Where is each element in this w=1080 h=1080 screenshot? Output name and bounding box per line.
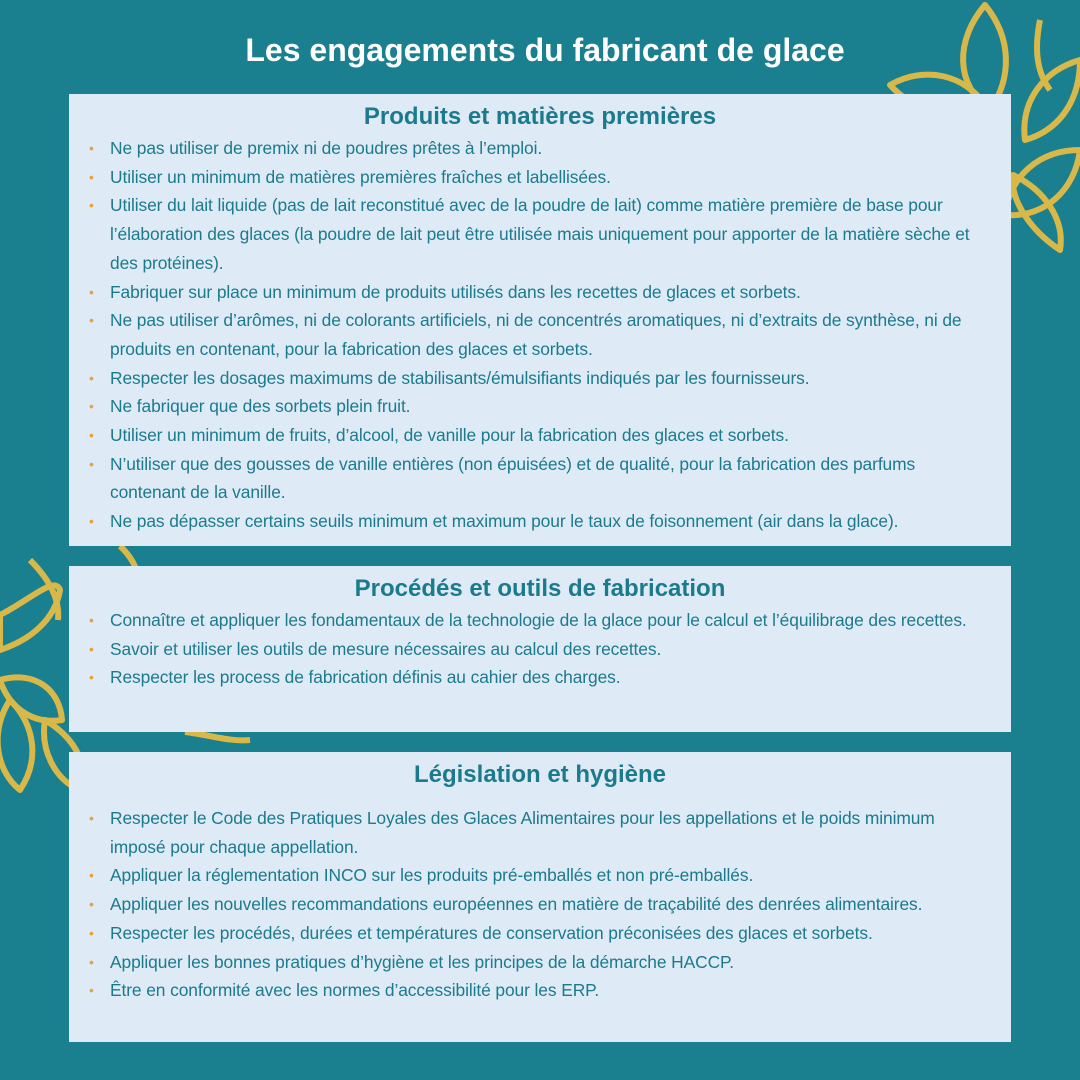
bullet-icon: • — [89, 283, 94, 300]
list-item: • Utiliser un minimum de fruits, d’alcool, de vanille pour la fabrication des glaces et sorbets. — [89, 421, 991, 450]
bullet-icon: • — [89, 513, 94, 530]
section-heading: Procédés et outils de fabrication — [354, 575, 726, 602]
leaf-icon — [0, 585, 60, 650]
section-heading: Législation et hygiène — [413, 761, 667, 788]
leaf-icon — [185, 732, 250, 740]
section-legislation-hygiene — [69, 752, 1011, 1042]
bullet-icon: • — [89, 810, 94, 826]
engagement-list — [89, 606, 991, 692]
list-item: • Respecter le Code des Pratiques Loyales des Glaces Alimentaires pour les appellations et le poids minimum imposé pour chaque appellation. — [89, 804, 991, 861]
page-title: Les engagements du fabricant de glace — [245, 32, 845, 68]
bullet-icon: • — [89, 140, 94, 156]
engagement-list — [89, 134, 991, 536]
bullet-icon: • — [89, 369, 94, 386]
engagement-list — [89, 804, 991, 1005]
leaf-icon — [1013, 175, 1061, 250]
leaf-icon — [1024, 60, 1080, 140]
list-item: • Fabriquer sur place un minimum de produits utilisés dans les recettes de glaces et sorbets. — [89, 278, 991, 307]
bullet-icon: • — [89, 982, 94, 999]
list-item: • Ne pas dépasser certains seuils minimum et maximum pour le taux de foisonnement (air dans la glace). — [89, 507, 991, 536]
list-item: • Ne pas utiliser de premix ni de poudres prêtes à l’emploi. — [89, 134, 991, 163]
bullet-icon: • — [89, 455, 94, 472]
list-item: • Respecter les dosages maximums de stabilisants/émulsifiants indiqués par les fournisseurs. — [89, 364, 991, 393]
leaf-icon — [30, 560, 58, 620]
bullet-icon: • — [89, 953, 94, 970]
bullet-icon: • — [89, 924, 94, 941]
list-item: • Savoir et utiliser les outils de mesure nécessaires au calcul des recettes. — [89, 635, 991, 664]
bullet-icon: • — [89, 612, 94, 628]
section-products-raw-materials — [69, 94, 1011, 546]
list-item: • N’utiliser que des gousses de vanille entières (non épuisées) et de qualité, pour la fabrication des parfums contenant de la vanille. — [89, 450, 991, 507]
section-heading: Produits et matières premières — [363, 103, 717, 130]
bullet-icon: • — [89, 168, 94, 185]
bullet-icon: • — [89, 867, 94, 884]
list-item: • Respecter les process de fabrication définis au cahier des charges. — [89, 663, 991, 692]
bullet-icon: • — [89, 896, 94, 913]
list-item: • Appliquer les nouvelles recommandations européennes en matière de traçabilité des denrées alimentaires. — [89, 890, 991, 919]
section-processes-tools — [69, 566, 1011, 732]
bullet-icon: • — [89, 427, 94, 444]
bullet-icon: • — [89, 640, 94, 657]
bullet-icon: • — [89, 669, 94, 686]
list-item: • Utiliser un minimum de matières premières fraîches et labellisées. — [89, 163, 991, 192]
list-item: • Appliquer la réglementation INCO sur les produits pré-emballés et non pré-emballés. — [89, 861, 991, 890]
list-item: • Ne fabriquer que des sorbets plein fruit. — [89, 392, 991, 421]
list-item: • Respecter les procédés, durées et températures de conservation préconisées des glaces et sorbets. — [89, 919, 991, 948]
bullet-icon: • — [89, 398, 94, 415]
leaf-icon — [0, 700, 32, 790]
leaf-icon — [0, 677, 62, 720]
bullet-icon: • — [89, 197, 94, 214]
bullet-icon: • — [89, 312, 94, 329]
list-item: • Appliquer les bonnes pratiques d’hygiène et les principes de la démarche HACCP. — [89, 948, 991, 977]
list-item: • Ne pas utiliser d’arômes, ni de colorants artificiels, ni de concentrés aromatiques, ni d’extraits de synthèse, ni de produits en contenant, pour la fabrication des glaces et sorbets. — [89, 306, 991, 363]
list-item: • Utiliser du lait liquide (pas de lait reconstitué avec de la poudre de lait) comme matière première de base pour l’élaboration des glaces (la poudre de lait peut être utilisée mais uniquement pour apporter de la matière sèche et des protéines). — [89, 191, 991, 277]
list-item: • Être en conformité avec les normes d’accessibilité pour les ERP. — [89, 976, 991, 1005]
leaf-icon — [1005, 150, 1080, 215]
list-item: • Connaître et appliquer les fondamentaux de la technologie de la glace pour le calcul et l’équilibrage des recettes. — [89, 606, 991, 635]
